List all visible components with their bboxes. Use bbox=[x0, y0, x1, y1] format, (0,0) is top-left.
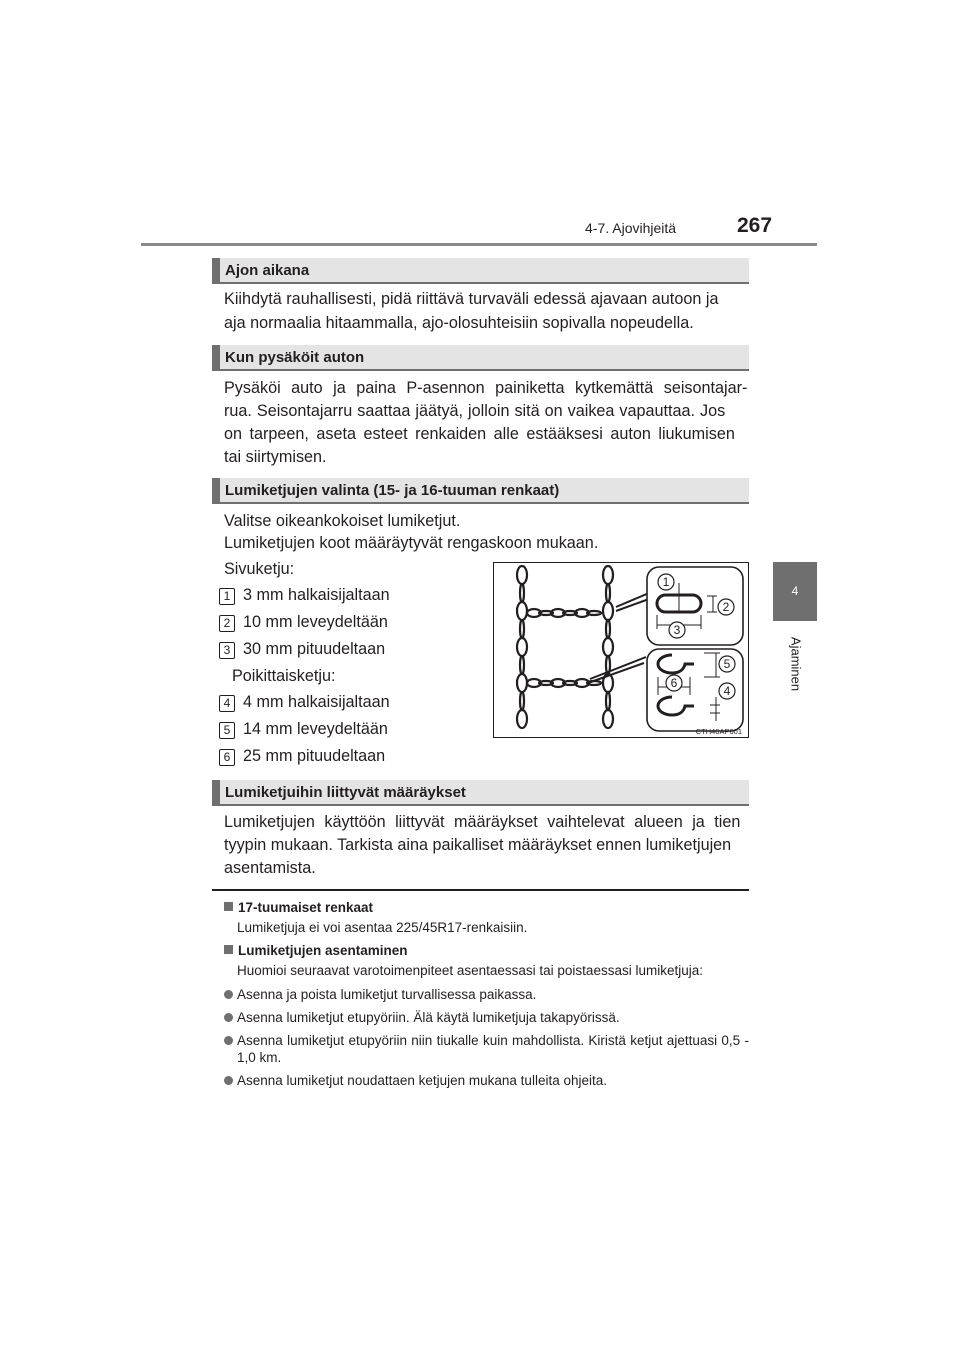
item-text-6: 25 mm pituudeltaan bbox=[243, 747, 386, 765]
chapter-label bbox=[776, 634, 816, 694]
item-text-4: 4 mm halkaisijaltaan bbox=[243, 693, 390, 711]
item-text-1: 3 mm halkaisijaltaan bbox=[243, 586, 390, 604]
item-text-2: 10 mm leveydeltään bbox=[243, 613, 388, 631]
note-asentaminen-title: Lumiketjujen asentaminen bbox=[238, 943, 408, 958]
bullet-dot-icon bbox=[224, 990, 233, 999]
chapter-label-text: Ajaminen bbox=[788, 636, 804, 692]
item-number-5: 5 bbox=[219, 722, 235, 739]
bullet-4: Asenna lumiketjut noudattaen ketjujen mukana tulleita ohjeita. bbox=[237, 1073, 607, 1088]
valinta-line-2: Lumiketjujen koot määräytyvät rengaskoon mukaan. bbox=[224, 534, 599, 552]
square-bullet-icon bbox=[224, 902, 233, 911]
item-number-2: 2 bbox=[219, 615, 235, 632]
heading-maaraykset bbox=[212, 780, 749, 806]
heading-ajon-aikana bbox=[212, 258, 749, 284]
item-text-5: 14 mm leveydeltään bbox=[243, 720, 388, 738]
bullet-1: Asenna ja poista lumiketjut turvallisessa paikassa. bbox=[237, 987, 537, 1002]
maaraykset-line-2: tyypin mukaan. Tarkista aina paikalliset määräykset ennen lumiketjujen bbox=[224, 836, 732, 854]
maaraykset-line-1: Lumiketjujen käyttöön liittyvät määräykset vaihtelevat alueen ja tien bbox=[224, 813, 741, 831]
bullet-dot-icon bbox=[224, 1076, 233, 1085]
figure-callout-3: 3 bbox=[673, 623, 681, 637]
square-bullet-icon bbox=[224, 945, 233, 954]
pysakoit-line-1: Pysäköi auto ja paina P-asennon painiketta kytkemättä seisontajar- bbox=[224, 379, 748, 397]
side-chain-label: Sivuketju: bbox=[224, 560, 295, 578]
note-17-inch-text: Lumiketjuja ei voi asentaa 225/45R17-renkaisiin. bbox=[237, 920, 528, 935]
pysakoit-line-3: on tarpeen, aseta esteet renkaiden alle estääksesi auton liukumisen bbox=[224, 425, 735, 443]
heading-valinta bbox=[212, 478, 749, 504]
heading-pysakoit-text: Kun pysäköit auton bbox=[225, 349, 365, 366]
figure-callout-2: 2 bbox=[722, 600, 730, 614]
figure-code: CTH46AP001 bbox=[695, 727, 742, 736]
pysakoit-line-2: rua. Seisontajarru saattaa jäätyä, jolloin sitä on vaikea vapauttaa. Jos bbox=[224, 402, 726, 420]
note-asentaminen bbox=[224, 943, 408, 958]
bullet-dot-icon bbox=[224, 1013, 233, 1022]
item-number-6: 6 bbox=[219, 749, 235, 766]
heading-valinta-text: Lumiketjujen valinta (15- ja 16-tuuman renkaat) bbox=[225, 482, 560, 499]
bullet-dot-icon bbox=[224, 1036, 233, 1045]
cross-chain-label: Poikittaisketju: bbox=[232, 667, 336, 685]
ajon-aikana-line-1: Kiihdytä rauhallisesti, pidä riittävä turvaväli edessä ajavaan autoon ja bbox=[224, 290, 719, 308]
snow-chain-figure bbox=[493, 562, 749, 738]
ajon-aikana-line-2: aja normaalia hitaammalla, ajo-olosuhteisiin sopivalla nopeudella. bbox=[224, 314, 694, 332]
item-number-3: 3 bbox=[219, 642, 235, 659]
bullet-2: Asenna lumiketjut etupyöriin. Älä käytä lumiketjuja takapyörissä. bbox=[237, 1010, 620, 1025]
note-17-inch bbox=[224, 900, 373, 915]
maaraykset-line-3: asentamista. bbox=[224, 859, 316, 877]
heading-pysakoit bbox=[212, 345, 749, 371]
pysakoit-line-4: tai siirtymisen. bbox=[224, 448, 327, 466]
page-number: 267 bbox=[737, 214, 773, 237]
item-number-4: 4 bbox=[219, 695, 235, 712]
figure-callout-5: 5 bbox=[723, 657, 731, 671]
note-asentaminen-text: Huomioi seuraavat varotoimenpiteet asentaessasi tai poistaessasi lumiketjuja: bbox=[237, 963, 703, 978]
item-number-1: 1 bbox=[219, 588, 235, 605]
note-17-inch-title: 17-tuumaiset renkaat bbox=[238, 900, 374, 915]
chapter-tab: 4 bbox=[773, 562, 817, 621]
valinta-line-1: Valitse oikeankokoiset lumiketjut. bbox=[224, 512, 461, 530]
section-title: 4-7. Ajovihjeitä bbox=[585, 220, 677, 236]
item-text-3: 30 mm pituudeltaan bbox=[243, 640, 386, 658]
heading-maaraykset-text: Lumiketjuihin liittyvät määräykset bbox=[225, 784, 466, 801]
figure-callout-4: 4 bbox=[723, 684, 731, 698]
figure-callout-1: 1 bbox=[662, 575, 670, 589]
header-rule bbox=[141, 243, 817, 246]
bullet-3: Asenna lumiketjut etupyöriin niin tiukalle kuin mahdollista. Kiristä ketjut ajettuasi 0,5 - 1,0 km. bbox=[237, 1033, 749, 1065]
heading-ajon-aikana-text: Ajon aikana bbox=[225, 262, 310, 279]
snow-chain-illustration bbox=[494, 563, 748, 737]
notes-separator bbox=[212, 889, 749, 891]
figure-callout-6: 6 bbox=[670, 676, 678, 690]
